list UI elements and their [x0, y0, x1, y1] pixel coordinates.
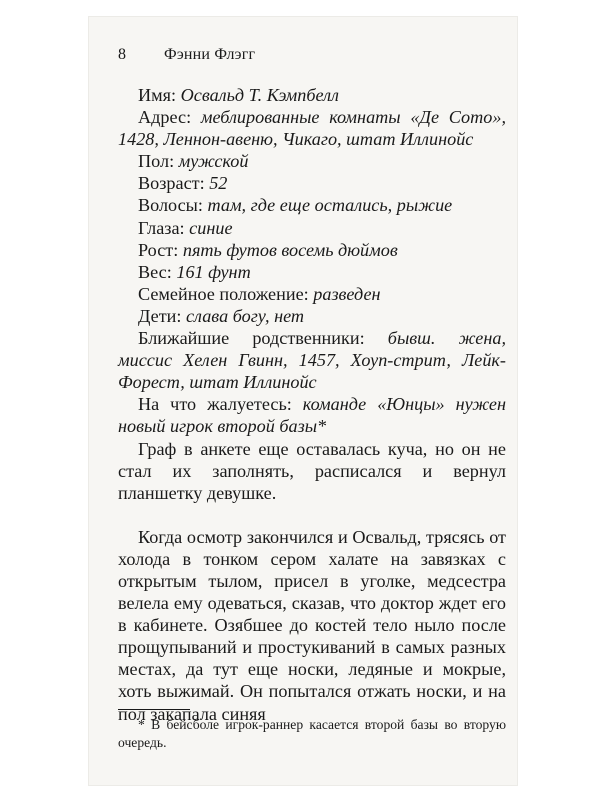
form-line-marital: Семейное положение: разведен: [138, 283, 381, 304]
running-header: [118, 46, 506, 64]
footnote: [118, 716, 506, 752]
form-line-children: Дети: слава богу, нет: [138, 305, 305, 326]
form-line-relatives: Ближайшие родственники: бывш. жена, миссис Хелен Гвинн, 1457, Хоуп-стрит, Лейк-Форест, штат Иллинойс: [118, 328, 506, 393]
form-line-name: Имя: Освальд Т. Кэмпбелл: [138, 85, 339, 105]
form-line-weight: Вес: 161 фунт: [138, 261, 251, 282]
patient-form: [118, 84, 506, 438]
form-line-hair: Волосы: там, где еще остались, рыжие: [138, 195, 453, 216]
page-number: 8: [118, 46, 127, 63]
book-page: [88, 16, 518, 786]
section-break: [118, 504, 506, 526]
paragraph-1: Граф в анкете еще оставалась куча, но он не стал их заполнять, расписался и вернул планшетку девушке.: [118, 438, 506, 503]
page-body: [118, 84, 506, 725]
form-line-complaint: На что жалуетесь: команде «Юнцы» нужен новый игрок второй базы*: [118, 394, 506, 437]
footnote-text: * В бейсболе игрок-раннер касается второй базы во вторую очередь.: [118, 717, 506, 750]
form-line-sex: Пол: мужской: [138, 151, 249, 172]
author-name: Фэнни Флэгг: [164, 46, 256, 63]
form-line-address: Адрес: меблированные комнаты «Де Сото», 1428, Леннон-авеню, Чикаго, штат Иллинойс: [118, 107, 506, 150]
paragraph-2: Когда осмотр закончился и Освальд, трясясь от холода в тонком сером халате на завязках с открытым тылом, присел в уголке, медсестра велела ему одеваться, сказав, что доктор ждет его в кабинете. Озябшее до костей тело ныло после прощупываний и простукиваний в самых разных местах, да тут еще носки, ледяные и мокрые, хоть выжимай. Он попытался отжать носки, и на пол закапала синяя: [118, 526, 506, 724]
form-line-height: Рост: пять футов восемь дюймов: [138, 239, 398, 260]
form-line-eyes: Глаза: синие: [138, 217, 233, 238]
footnote-rule: [118, 709, 190, 710]
form-line-age: Возраст: 52: [138, 173, 228, 194]
